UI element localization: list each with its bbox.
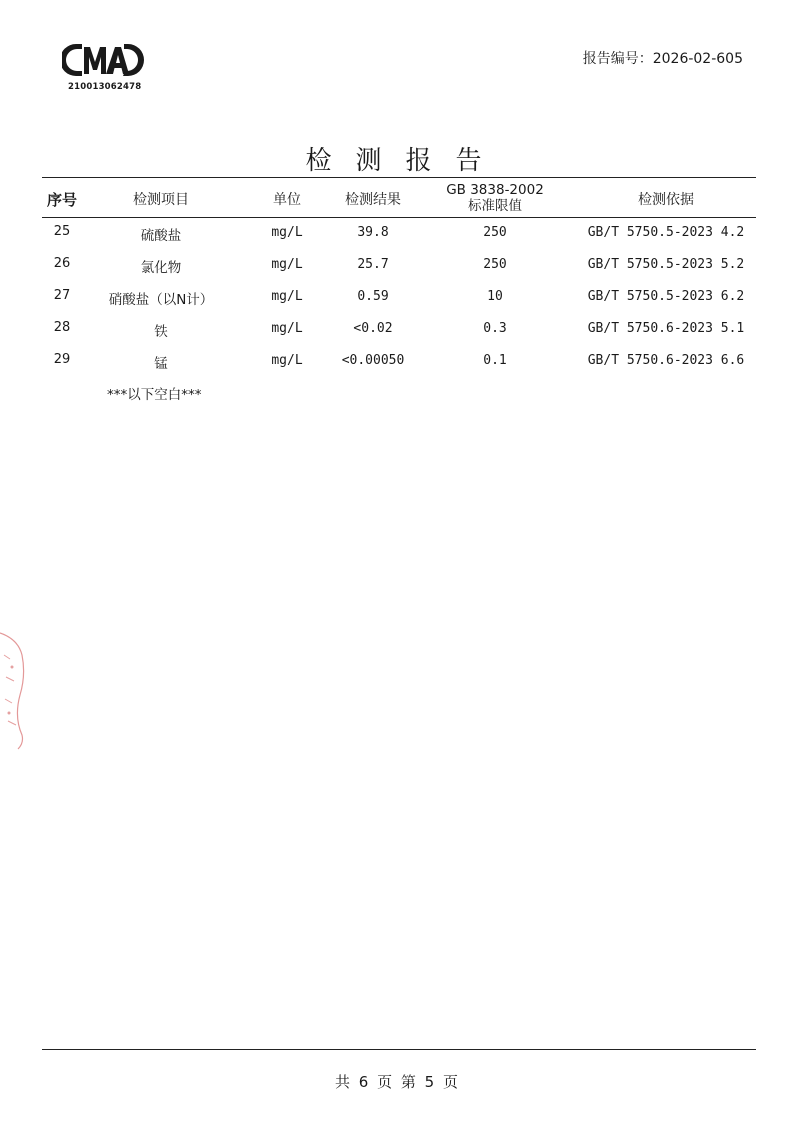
page-title: 检测报告 — [305, 146, 506, 176]
row-seq: 29 — [53, 352, 71, 367]
row-basis: GB/T 5750.6-2023 5.1 — [587, 321, 745, 336]
column-header-basis: 检测依据 — [638, 192, 694, 208]
row-limit: 0.3 — [483, 321, 507, 336]
row-result: 0.59 — [357, 289, 389, 304]
report-number: 报告编号：2026-02-605 — [582, 51, 743, 67]
blank-below-note: ***以下空白*** — [107, 387, 202, 403]
row-seq: 26 — [53, 256, 71, 271]
page-number: 共 6 页 第 5 页 — [335, 1073, 458, 1091]
row-limit: 0.1 — [483, 353, 507, 368]
cma-mark-icon — [62, 40, 144, 80]
row-basis: GB/T 5750.5-2023 6.2 — [587, 289, 745, 304]
column-header-seq: 序号 — [46, 191, 78, 209]
table-header-rule — [42, 217, 756, 218]
row-unit: mg/L — [271, 289, 303, 304]
row-item: 锰 — [154, 356, 168, 372]
column-header-limit-label: 标准限值 — [467, 198, 522, 214]
footer-rule — [42, 1049, 756, 1050]
row-item: 硝酸盐（以N计） — [108, 292, 214, 308]
row-basis: GB/T 5750.5-2023 4.2 — [587, 225, 745, 240]
row-unit: mg/L — [271, 321, 303, 336]
row-unit: mg/L — [271, 257, 303, 272]
row-unit: mg/L — [271, 225, 303, 240]
column-header-result: 检测结果 — [345, 192, 401, 208]
row-result: <0.02 — [353, 321, 393, 336]
row-basis: GB/T 5750.5-2023 5.2 — [587, 257, 745, 272]
table-top-rule — [42, 177, 756, 178]
cma-logo — [62, 40, 152, 92]
column-header-unit: 单位 — [273, 192, 301, 208]
seal-fragment-icon — [0, 625, 30, 755]
row-item: 氯化物 — [140, 260, 182, 276]
row-result: <0.00050 — [341, 353, 405, 368]
column-header-limit-standard: GB 3838-2002 — [446, 182, 544, 198]
row-unit: mg/L — [271, 353, 303, 368]
row-limit: 10 — [487, 289, 503, 304]
column-header-limit — [446, 182, 544, 214]
row-seq: 25 — [53, 224, 71, 239]
row-result: 25.7 — [357, 257, 389, 272]
row-limit: 250 — [483, 225, 507, 240]
row-seq: 28 — [53, 320, 71, 335]
row-item: 硫酸盐 — [140, 228, 182, 244]
row-limit: 250 — [483, 257, 507, 272]
row-item: 铁 — [154, 324, 168, 340]
row-result: 39.8 — [357, 225, 389, 240]
column-header-item: 检测项目 — [133, 192, 189, 208]
row-basis: GB/T 5750.6-2023 6.6 — [587, 353, 745, 368]
cma-certificate-number: 210013062478 — [68, 82, 142, 92]
row-seq: 27 — [53, 288, 71, 303]
